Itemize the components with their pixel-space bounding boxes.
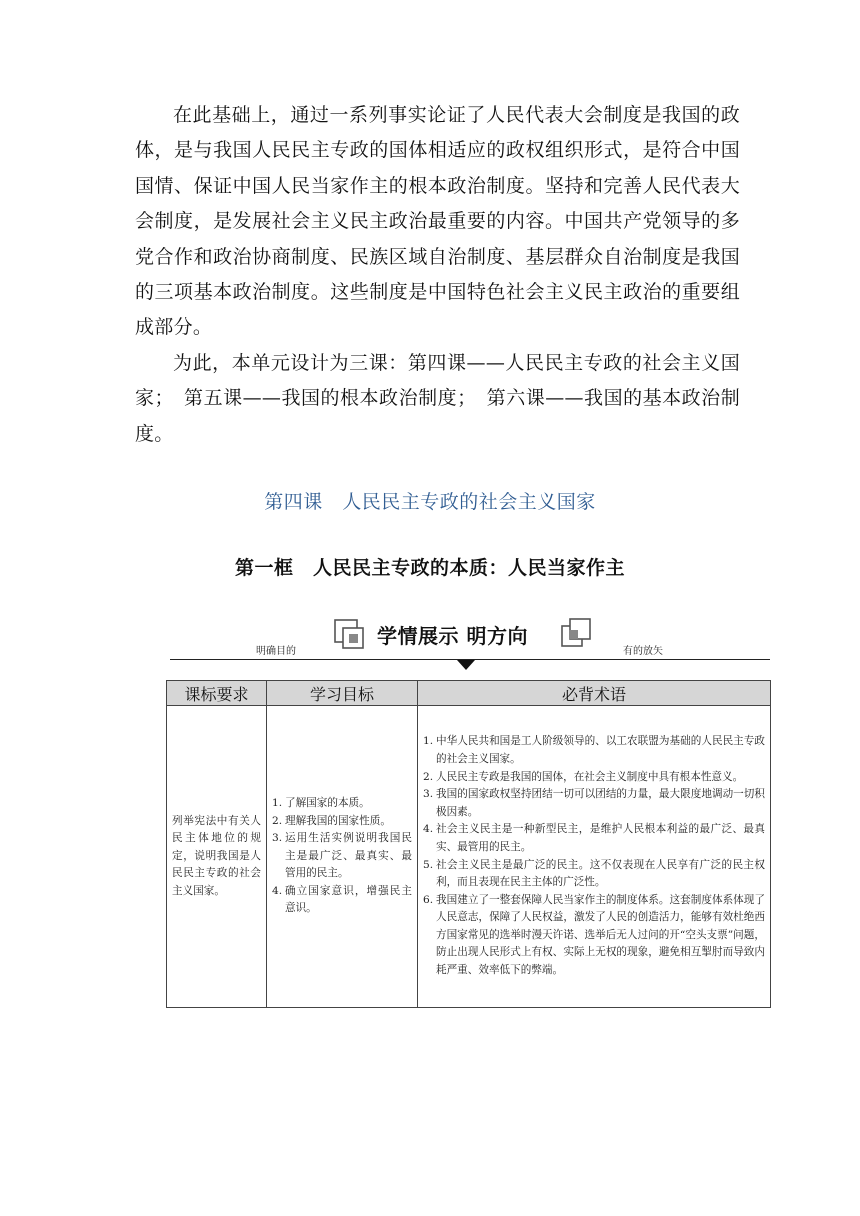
banner-heading: 学情展示 明方向 [377, 624, 528, 648]
list-item: 3. 我国的国家政权坚持团结一切可以团结的力量，最大限度地调动一切积极因素。 [423, 788, 765, 818]
header-learning-goals: 学习目标 [267, 681, 418, 706]
standards-table [166, 680, 771, 1008]
lesson-title: 第四课 人民民主专政的社会主义国家 [264, 491, 596, 513]
banner-right-caption: 有的放矢 [623, 646, 663, 657]
intro-text [135, 98, 740, 452]
section-banner [170, 612, 770, 682]
list-item: 4. 确立国家意识，增强民主意识。 [272, 884, 412, 915]
down-triangle-icon [457, 660, 475, 670]
intro-paragraph-1: 在此基础上，通过一系列事实论证了人民代表大会制度是我国的政体，是与我国人民民主专政的国体相适应的政权组织形式，是符合中国国情、保证中国人民当家作主的根本政治制度。坚持和完善人民代表大会制度，是发展社会主义民主政治最重要的内容。中国共产党领导的多党合作和政治协商制度、民族区域自治制度、基层群众自治制度是我国的三项基本政治制度。这些制度是中国特色社会主义民主政治的重要组成部分。 [135, 104, 740, 339]
list-item: 5. 社会主义民主是最广泛的民主。这不仅表现在人民享有广泛的民主权利，而且表现在民主主体的广泛性。 [423, 858, 765, 889]
list-item: 4. 社会主义民主是一种新型民主，是维护人民根本利益的最广泛、最真实、最管用的民主。 [423, 823, 765, 853]
list-item: 3. 运用生活实例说明我国民主是最广泛、最真实、最管用的民主。 [272, 832, 412, 880]
key-terms-list [423, 733, 765, 979]
key-terms-cell [418, 706, 771, 1008]
table-row [167, 706, 771, 1008]
frame-title: 第一框 人民民主专政的本质：人民当家作主 [234, 557, 625, 579]
list-item: 6. 我国建立了一整套保障人民当家作主的制度体系。这套制度体系体现了人民意志，保障了人民权益，激发了人民的创造活力，能够有效杜绝西方国家常见的选举时漫天许诺、选举后无人过问的开“空头支票”问题，防止出现人民形式上有权、实际上无权的现象，避免相互掣肘而导致内耗严重、效率低下的弊端。 [423, 893, 765, 977]
curriculum-requirement-text: 列举宪法中有关人民主体地位的规定，说明我国是人民民主专政的社会主义国家。 [172, 814, 261, 897]
list-item: 1. 中华人民共和国是工人阶级领导的、以工农联盟为基础的人民民主专政的社会主义国家。 [423, 735, 765, 765]
banner-left-caption: 明确目的 [256, 646, 296, 657]
stacked-squares-icon [333, 616, 367, 652]
list-item: 2. 人民民主专政是我国的国体，在社会主义制度中具有根本性意义。 [423, 770, 744, 783]
list-item: 1. 了解国家的本质。 [272, 796, 370, 809]
curriculum-requirement-cell [167, 706, 267, 1008]
intro-paragraph-2: 为此，本单元设计为三课：第四课——人民民主专政的社会主义国家； 第五课——我国的根本政治制度； 第六课——我国的基本政治制度。 [135, 351, 740, 445]
table-header-row [167, 681, 771, 706]
list-item: 2. 理解我国的国家性质。 [272, 814, 391, 827]
header-key-terms: 必背术语 [418, 681, 771, 706]
stacked-squares-icon [560, 616, 594, 652]
header-curriculum-requirement: 课标要求 [167, 681, 267, 706]
learning-goals-list [272, 795, 412, 918]
learning-goals-cell [267, 706, 418, 1008]
